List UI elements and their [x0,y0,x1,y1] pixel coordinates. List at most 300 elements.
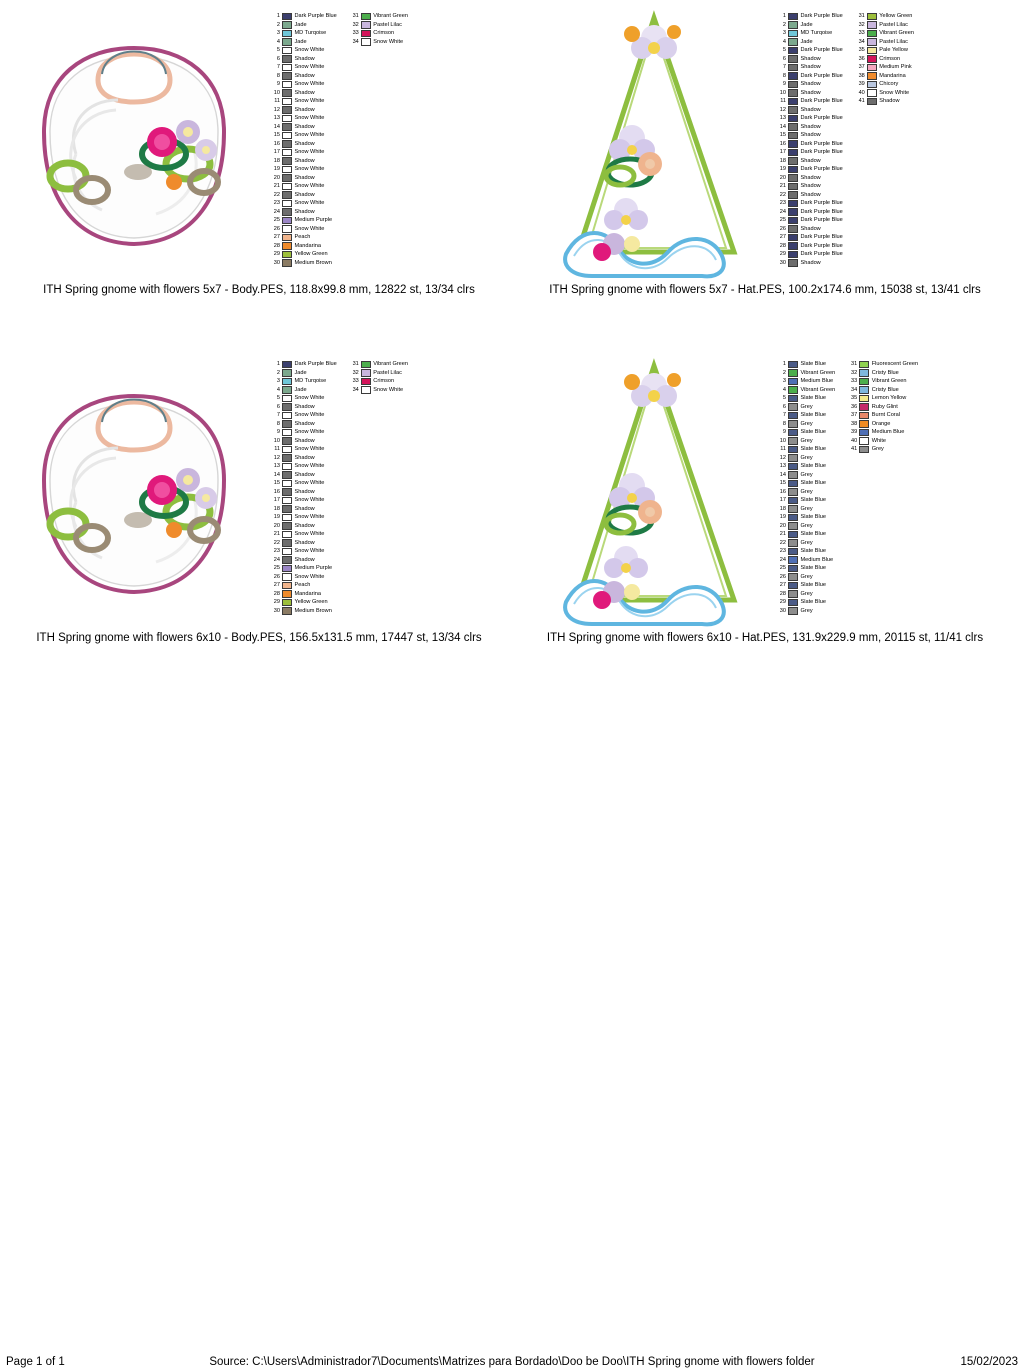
legend-index: 21 [779,531,786,537]
color-name: Snow White [373,38,404,45]
legend-row [268,428,337,437]
color-name: Shadow [800,123,821,130]
color-swatch [282,259,292,267]
color-legend [268,12,512,267]
color-name: Snow White [294,531,325,537]
color-name: Crimson [879,55,901,62]
legend-index: 8 [782,72,786,79]
legend-index: 6 [276,403,280,410]
color-name: Grey [800,420,813,427]
color-swatch [867,81,877,89]
color-name: Vibrant Green [800,386,836,393]
legend-row [845,420,918,429]
color-name: Snow White [294,497,325,503]
legend-row [774,454,835,463]
color-swatch [788,140,798,148]
legend-index: 11 [780,98,786,104]
legend-index: 2 [276,21,280,28]
legend-row [268,607,337,616]
legend-row [853,55,914,64]
legend-index: 17 [779,497,786,503]
legend-index: 22 [779,539,786,546]
legend-row [774,21,843,30]
legend-index: 15 [779,132,786,138]
legend-row [268,140,337,149]
color-swatch [788,522,798,530]
legend-index: 14 [779,123,786,130]
legend-row [774,191,843,200]
legend-index: 14 [273,471,280,478]
legend-row [268,454,337,463]
legend-index: 8 [276,72,280,79]
legend-row [845,403,918,412]
legend-row [347,360,408,369]
color-swatch [282,565,292,573]
design-preview-bib [6,352,264,642]
color-name: Snow White [294,514,325,520]
color-name: Snow White [294,132,325,138]
color-swatch [282,607,292,615]
legend-index: 30 [273,259,280,266]
color-swatch [282,539,292,547]
legend-index: 24 [779,208,786,215]
color-swatch [859,412,869,420]
color-name: Shadow [800,259,821,266]
color-name: Shadow [800,132,821,138]
color-swatch [282,13,292,21]
legend-row [268,445,337,454]
legend-row [347,386,408,395]
legend-row [774,505,835,514]
legend-row [774,471,835,480]
color-name: Shadow [294,208,315,215]
color-swatch [282,531,292,539]
color-swatch [788,157,798,165]
color-name: Grey [800,607,813,614]
legend-row [268,242,337,251]
legend-index: 16 [779,488,786,495]
legend-index: 9 [782,429,786,435]
legend-index: 25 [273,565,280,571]
legend-index: 33 [858,30,865,36]
legend-index: 14 [779,471,786,478]
legend-index: 29 [779,251,786,257]
color-name: Orange [871,420,891,427]
color-swatch [282,590,292,598]
color-name: Dark Purple Blue [800,242,843,249]
color-name: Shadow [879,98,900,104]
legend-index: 23 [273,200,280,206]
color-swatch [788,514,798,522]
print-date: 15/02/2023 [960,1356,1018,1368]
legend-index: 16 [273,140,280,147]
legend-row [268,581,337,590]
legend-row [268,29,337,38]
legend-row [774,38,843,47]
color-swatch [788,386,798,394]
color-swatch [788,115,798,123]
color-swatch [788,149,798,157]
legend-row [268,97,337,106]
color-name: Burnt Coral [871,412,901,418]
legend-index: 23 [779,548,786,554]
legend-row [268,411,337,420]
legend-row [774,80,843,89]
color-name: MD Turqoise [294,378,327,384]
legend-index: 28 [779,590,786,597]
legend-row [268,420,337,429]
color-swatch [867,13,877,21]
design-block-body-5x7 [6,4,512,296]
legend-row [774,513,835,522]
legend-row [268,598,337,607]
color-swatch [788,106,798,114]
color-name: White [871,437,887,444]
legend-index: 5 [782,47,786,53]
color-swatch [788,191,798,199]
color-name: Shadow [294,539,315,546]
color-name: Mandarina [294,590,321,597]
legend-index: 9 [782,81,786,87]
legend-row [268,394,337,403]
color-swatch [788,573,798,581]
color-swatch [788,463,798,471]
color-swatch [361,38,371,46]
color-swatch [788,208,798,216]
legend-row [268,174,337,183]
color-name: Shadow [294,191,315,198]
color-name: Snow White [294,115,325,121]
legend-index: 13 [273,115,280,121]
color-swatch [788,21,798,29]
legend-index: 38 [851,420,858,427]
color-name: Snow White [294,47,325,53]
color-swatch [788,361,798,369]
color-name: Shadow [294,174,315,181]
legend-row [774,199,843,208]
legend-index: 35 [858,47,865,53]
color-name: Slate Blue [800,412,826,418]
legend-index: 40 [858,89,865,96]
legend-index: 3 [276,378,280,384]
color-name: Snow White [879,89,910,96]
legend-row [774,590,835,599]
legend-row [853,72,914,81]
color-swatch [788,565,798,573]
source-path: Source: C:\Users\Administrador7\Documents\Matrizes para Bordado\Doo be Doo\ITH Spring gnome with flowers folder [209,1356,815,1368]
legend-column-left [774,12,843,267]
color-swatch [282,191,292,199]
color-swatch [282,582,292,590]
legend-index: 31 [352,361,359,367]
legend-row [268,547,337,556]
legend-row [853,21,914,30]
color-swatch [859,420,869,428]
color-name: Shadow [800,183,821,189]
color-swatch [282,30,292,38]
legend-index: 19 [779,514,786,520]
color-name: Pastel Lilac [879,21,908,28]
color-name: Vibrant Green [373,13,409,19]
legend-index: 1 [782,361,786,367]
legend-row [845,369,918,378]
legend-row [853,63,914,72]
color-swatch [282,208,292,216]
legend-row [845,437,918,446]
legend-row [268,157,337,166]
legend-row [774,12,843,21]
design-block-body-6x10 [6,352,512,644]
legend-row [268,369,337,378]
legend-row [845,411,918,420]
legend-index: 9 [276,81,280,87]
color-name: Shadow [294,140,315,147]
color-swatch [282,488,292,496]
legend-index: 28 [273,242,280,249]
color-name: Shadow [294,556,315,563]
legend-index: 15 [273,132,280,138]
legend-index: 38 [858,72,865,79]
color-name: Grey [800,539,813,546]
legend-row [774,369,835,378]
legend-row [268,496,337,505]
color-name: Yellow Green [294,599,328,605]
legend-index: 31 [858,13,865,19]
color-name: Snow White [294,166,325,172]
legend-index: 10 [779,89,786,96]
legend-index: 32 [352,21,359,28]
legend-row [774,97,843,106]
color-name: Grey [800,454,813,461]
color-name: Snow White [294,64,325,70]
color-swatch [788,38,798,46]
legend-index: 6 [782,55,786,62]
legend-index: 26 [779,225,786,232]
legend-index: 21 [273,183,280,189]
legend-row [774,216,843,225]
legend-index: 34 [851,386,858,393]
color-swatch [788,55,798,63]
color-legend [268,360,512,615]
color-swatch [282,403,292,411]
legend-index: 13 [273,463,280,469]
color-swatch [859,378,869,386]
color-swatch [867,38,877,46]
legend-column-right [347,12,408,267]
color-swatch [282,420,292,428]
color-swatch [788,582,798,590]
color-name: Shadow [800,191,821,198]
legend-index: 2 [276,369,280,376]
legend-row [845,428,918,437]
legend-row [774,233,843,242]
color-name: Medium Pink [879,64,912,70]
color-swatch [867,30,877,38]
legend-row [845,360,918,369]
legend-index: 11 [274,98,280,104]
color-name: Grey [800,471,813,478]
legend-index: 33 [352,30,359,36]
color-swatch [282,505,292,513]
color-swatch [282,47,292,55]
color-swatch [867,55,877,63]
legend-row [774,140,843,149]
legend-row [774,445,835,454]
color-name: Slate Blue [800,480,826,486]
legend-index: 39 [858,81,865,87]
legend-index: 4 [276,38,280,45]
legend-index: 7 [276,64,280,70]
legend-index: 14 [273,123,280,130]
color-swatch [788,89,798,97]
color-swatch [788,174,798,182]
legend-row [268,505,337,514]
color-name: Shadow [294,454,315,461]
color-name: Jade [800,38,813,45]
legend-index: 12 [273,106,280,113]
color-swatch [859,403,869,411]
legend-row [774,403,835,412]
legend-row [268,386,337,395]
color-name: Vibrant Green [879,30,915,36]
legend-row [845,445,918,454]
legend-row [774,377,835,386]
color-name: Dark Purple Blue [800,115,843,121]
legend-index: 8 [276,420,280,427]
color-name: Vibrant Green [373,361,409,367]
legend-index: 12 [273,454,280,461]
color-swatch [282,437,292,445]
legend-row [853,97,914,106]
color-name: Snow White [294,463,325,469]
color-swatch [361,30,371,38]
legend-row [774,411,835,420]
color-swatch [788,599,798,607]
legend-index: 24 [273,556,280,563]
legend-index: 22 [273,539,280,546]
legend-index: 29 [273,599,280,605]
legend-index: 5 [276,395,280,401]
legend-row [845,394,918,403]
legend-index: 3 [782,30,786,36]
color-swatch [788,64,798,72]
color-name: Shadow [800,174,821,181]
color-swatch [282,446,292,454]
legend-index: 10 [273,437,280,444]
design-caption: ITH Spring gnome with flowers 5x7 - Hat.PES, 100.2x174.6 mm, 15038 st, 13/41 clrs [549,284,981,296]
color-swatch [282,200,292,208]
color-name: Vibrant Green [871,378,907,384]
color-swatch [788,395,798,403]
color-swatch [788,200,798,208]
color-name: Ruby Glint [871,403,898,410]
color-name: Shadow [800,89,821,96]
legend-index: 25 [779,217,786,223]
color-swatch [859,361,869,369]
legend-index: 5 [276,47,280,53]
legend-index: 3 [782,378,786,384]
legend-index: 31 [352,13,359,19]
legend-row [774,420,835,429]
legend-index: 33 [352,378,359,384]
color-swatch [282,429,292,437]
legend-row [845,386,918,395]
legend-row [268,114,337,123]
legend-row [268,479,337,488]
color-swatch [282,217,292,225]
legend-index: 4 [782,386,786,393]
color-name: Pastel Lilac [373,369,402,376]
legend-index: 31 [851,361,858,367]
legend-row [268,573,337,582]
color-swatch [788,98,798,106]
color-swatch [859,395,869,403]
legend-row [268,539,337,548]
color-swatch [282,72,292,80]
legend-row [774,428,835,437]
legend-index: 34 [858,38,865,45]
color-name: Grey [871,446,884,452]
color-swatch [282,361,292,369]
legend-index: 1 [276,13,280,19]
legend-index: 19 [273,514,280,520]
color-name: Pale Yellow [879,47,908,53]
color-swatch [282,149,292,157]
legend-row [774,556,835,565]
legend-row [268,46,337,55]
color-swatch [788,166,798,174]
legend-index: 27 [779,234,786,240]
legend-row [774,123,843,132]
legend-row [268,360,337,369]
legend-row [347,12,408,21]
color-swatch [282,55,292,63]
color-swatch [282,548,292,556]
legend-row [268,123,337,132]
legend-row [774,46,843,55]
legend-row [774,539,835,548]
legend-row [347,21,408,30]
legend-index: 41 [851,446,858,452]
color-name: Jade [294,38,307,45]
legend-row [774,157,843,166]
color-swatch [859,446,869,454]
color-swatch [282,573,292,581]
legend-index: 1 [782,13,786,19]
legend-row [853,89,914,98]
legend-row [268,462,337,471]
legend-row [268,12,337,21]
color-name: Shadow [800,225,821,232]
color-swatch [282,174,292,182]
legend-row [774,250,843,259]
legend-row [268,471,337,480]
color-name: Mandarina [294,242,321,249]
design-block-hat-6x10 [512,352,1018,644]
color-swatch [282,166,292,174]
color-swatch [361,386,371,394]
color-name: Shadow [294,72,315,79]
legend-row [774,564,835,573]
color-swatch [282,132,292,140]
color-swatch [282,123,292,131]
legend-row [774,174,843,183]
color-swatch [282,234,292,242]
color-name: Medium Brown [294,259,332,266]
legend-index: 36 [851,403,858,410]
legend-row [268,55,337,64]
color-name: Jade [294,386,307,393]
